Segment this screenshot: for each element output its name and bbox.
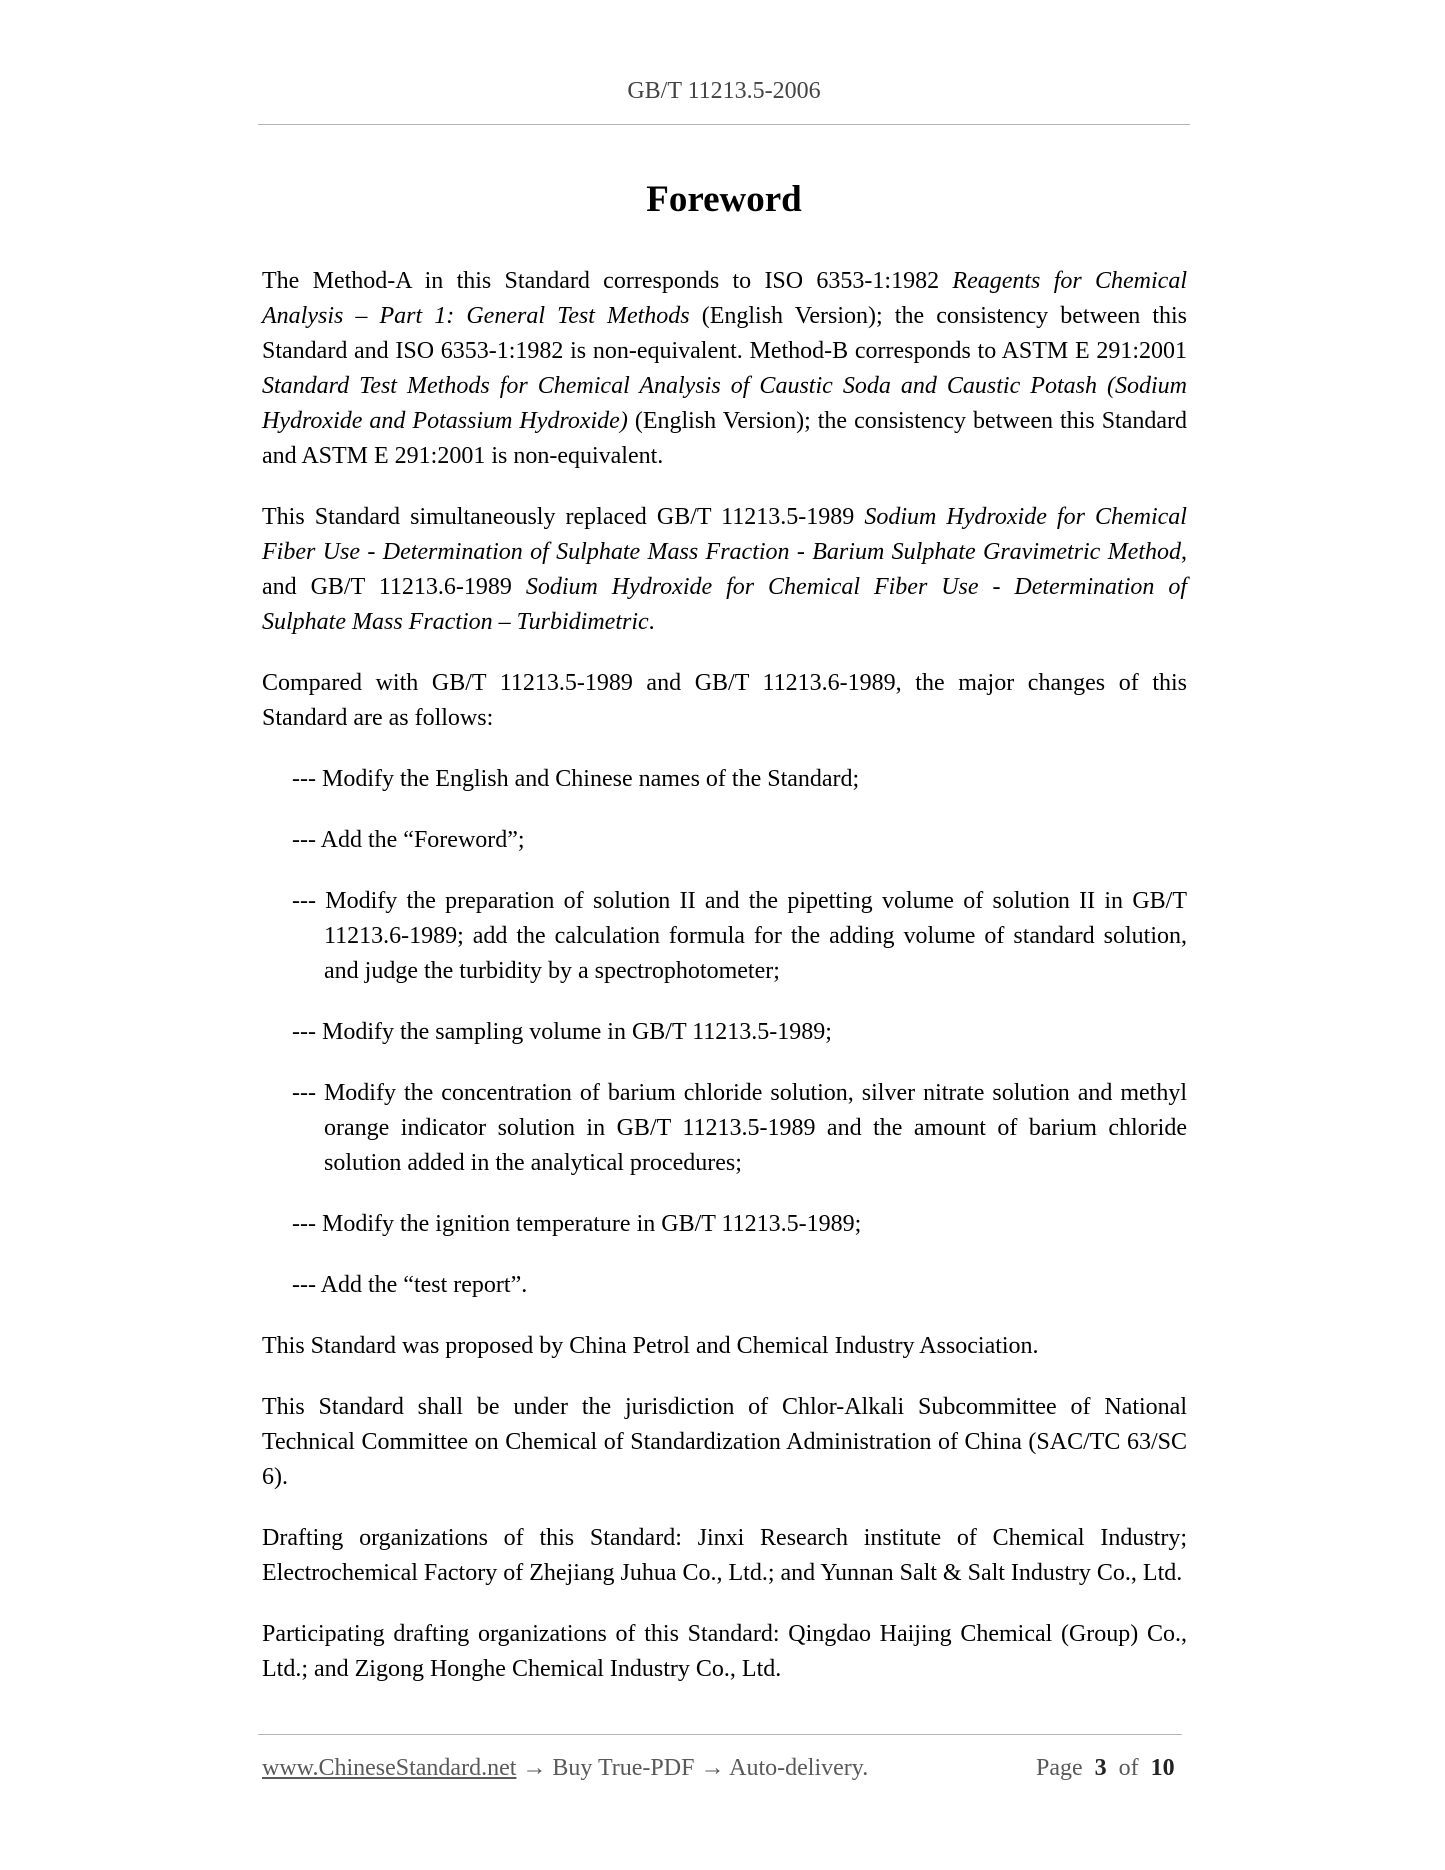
text-run: , and GB/T 11213.6-1989: [262, 539, 1187, 600]
page-total: 10: [1150, 1755, 1175, 1781]
header-divider: [258, 124, 1190, 125]
text-run: (English Version); the consistency between this Standard and ISO 6353-1:1982 is non-equivalent. Method-B corresponds to ASTM E 291:2001: [262, 303, 1187, 364]
page-number: [1036, 1755, 1175, 1782]
page-title: Foreword: [646, 179, 802, 220]
page-label: Page: [1036, 1755, 1083, 1781]
document-body: [262, 264, 1187, 1687]
list-item: --- Modify the concentration of barium chloride solution, silver nitrate solution and methyl orange indicator solution in GB/T 11213.5-1989 and the amount of barium chloride solution added in the analytical procedures;: [292, 1080, 1187, 1176]
paragraph-method-correspondence: [262, 264, 1187, 474]
paragraph-jurisdiction: This Standard shall be under the jurisdiction of Chlor-Alkali Subcommittee of National Technical Committee on Chemical of Standardization Administration of China (SAC/TC 63/SC 6).: [262, 1394, 1187, 1490]
page-current: 3: [1094, 1755, 1107, 1781]
footer-divider: [258, 1734, 1182, 1735]
paragraph-replaced-standards: [262, 500, 1187, 640]
auto-delivery-text: Auto-delivery.: [729, 1755, 869, 1781]
list-item: --- Modify the English and Chinese names of the Standard;: [292, 766, 860, 792]
arrow-right-icon: →: [522, 1755, 547, 1781]
text-run: The Method-A in this Standard corresponds to ISO 6353-1:1982: [262, 268, 953, 294]
website-link[interactable]: www.ChineseStandard.net: [262, 1755, 517, 1781]
of-label: of: [1118, 1755, 1139, 1781]
text-run: This Standard simultaneously replaced GB/T 11213.5-1989: [262, 504, 865, 530]
running-header: GB/T 11213.5-2006: [627, 78, 821, 104]
paragraph-proposed-by: This Standard was proposed by China Petrol and Chemical Industry Association.: [262, 1333, 1039, 1359]
text-run: .: [648, 609, 655, 635]
cited-title: Standard Test Methods for Chemical Analysis of Caustic Soda and Caustic Potash (Sodium Hydroxide and Potassium Hydroxide): [262, 373, 1187, 434]
list-item: --- Modify the preparation of solution II and the pipetting volume of solution II in GB/T 11213.6-1989; add the calculation formula for the adding volume of standard solution, and judge the turbidity by a spectrophotometer;: [292, 888, 1187, 984]
list-item: --- Add the “Foreword”;: [292, 827, 525, 853]
list-item: --- Modify the sampling volume in GB/T 11213.5-1989;: [292, 1019, 832, 1045]
paragraph-drafting-orgs: Drafting organizations of this Standard: Jinxi Research institute of Chemical Industry; Electrochemical Factory of Zhejiang Juhua Co., Ltd.; and Yunnan Salt & Salt Industry Co., Ltd.: [262, 1525, 1187, 1586]
list-item: --- Add the “test report”.: [292, 1272, 528, 1298]
footer-links: [262, 1755, 868, 1782]
paragraph-participating-orgs: Participating drafting organizations of this Standard: Qingdao Haijing Chemical (Group) Co., Ltd.; and Zigong Honghe Chemical Industry Co., Ltd.: [262, 1621, 1187, 1682]
paragraph-changes-intro: Compared with GB/T 11213.5-1989 and GB/T 11213.6-1989, the major changes of this Standard are as follows:: [262, 670, 1187, 731]
cited-title: Sodium Hydroxide for Chemical Fiber Use - Determination of Sulphate Mass Fraction - Barium Sulphate Gravimetric Method: [262, 504, 1187, 565]
cited-title: Reagents for Chemical Analysis – Part 1: General Test Methods: [262, 268, 1187, 329]
arrow-right-icon: →: [700, 1755, 725, 1781]
text-run: (English Version); the consistency between this Standard and ASTM E 291:2001 is non-equivalent.: [262, 408, 1188, 469]
cited-title: Sodium Hydroxide for Chemical Fiber Use - Determination of Sulphate Mass Fraction – Turbidimetric: [262, 574, 1187, 635]
buy-pdf-link[interactable]: Buy True-PDF: [552, 1755, 695, 1781]
list-item: --- Modify the ignition temperature in GB/T 11213.5-1989;: [292, 1211, 862, 1237]
